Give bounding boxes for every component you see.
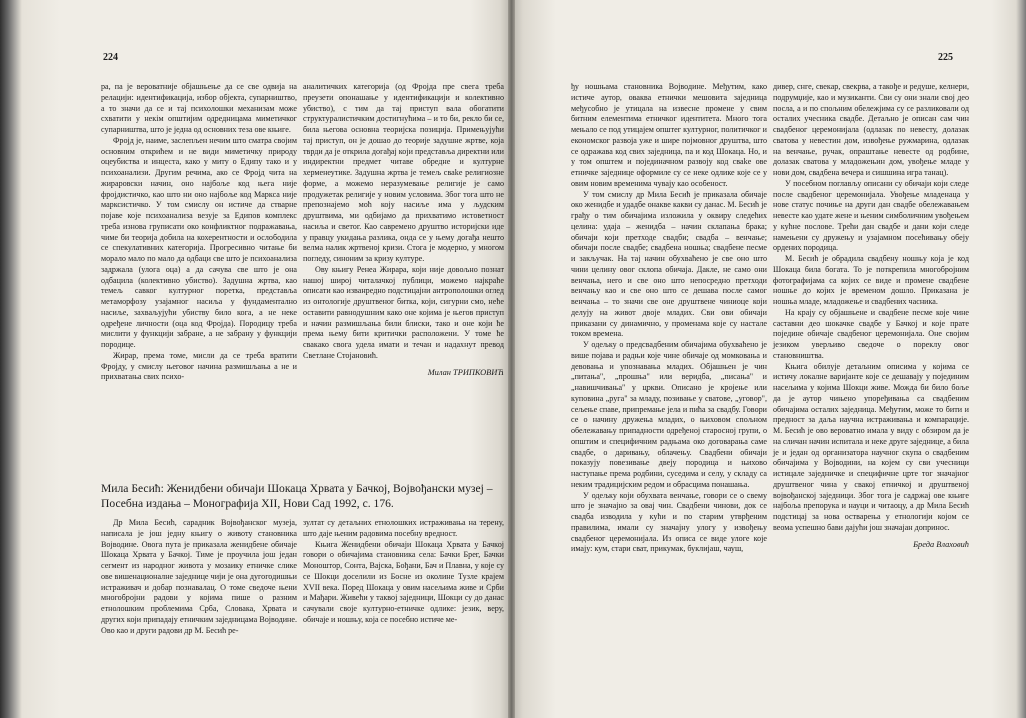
- right-page: [511, 0, 1026, 718]
- left-column-3: [101, 518, 297, 636]
- paragraph: ра, па је вероватније објашњење да се све одвија на релацији: идентификација, избор објекта, супарништво, а то значи да се и тај психолошки механизам може схватити у некім општијим одредницама миметичког супарништва, што је једна од основних теза ове књиге.: [101, 82, 297, 134]
- right-column-1: [571, 82, 767, 555]
- page-number: 225: [938, 52, 953, 63]
- paragraph: Др Мила Бесић, сарадник Војвођанског музеја, написала је још једну књигу о животу становника Војводине. Овога пута је приказала женидбене обичаје Шокаца Хрвата у Бачкој. Тиме је проучила још један сегмент из народног живота у мозаику етничке слике ове вишенационалне заједнице чији је она дугогодишњи истраживач и добар познавалац. О томе сведоче њени многобројни радови у којима пише о разним етнолошким проблемима Срба, Словака, Хрвата и других који припадају етничким заједницама Војводине. Ово као и други радови др М. Бесић ре-: [101, 518, 297, 635]
- paragraph: У том смислу др Мила Бесић је приказала обичаје око женидбе и удадбе онакве какви су данас. М. Бесић је грађу о тим обичајима изложила у оквиру следећих целина: удаја – женидба – начин склапања брака; обичаји који претходе свадби; свадба – венчање; обичаји после свадбе; свадбена ношња; свадбене песме и закључак. На тај начин обухваћено је све оно што чини целину овог склопа обичаја. Дакле, не само они венчања, него и све оно што непосредно претходи венчању као и све оно што се дешава после самог венчања – то значи све оне друштвене чиниоце који делују на живот двоје младих. Сви ови обичаји приказани су динамично, у променама које су настале током времена.: [571, 189, 767, 339]
- paragraph: У посебном поглављу описани су обичаји који следе после свадбеног церемонијала. Увођење младенаца у нове статус почиње на други дан свадбе обележавањем невесте као удате жене и њеним симболичним увођењем у кућне послове. Трећи дан свадбе и дани који следе намењени су дружењу и узајамном посећивању обеју ордених породица.: [773, 178, 969, 253]
- paragraph: ђу ношњама становника Војводине. Међутим, како истиче аутор, оваква етнички мешовита заједница међусобно је утицала на извесне промене у свим битним елементима етничког идентитета. Много тога мењало се под утицајем општег културног, политичког и економског развоја уже и шире појмовног друштва, што се одражава код свих заједница, па и код Шокаца. Но, и у том општем и појединачном развоју код свake ове етничке заједнице оформиле су се неке одлике које се у овим новим временима чувају као особеност.: [571, 82, 767, 188]
- paragraph: М. Бесић је обрадила свадбену ношњу која је код Шокаца била богата. То је поткрепила многобројним фотографијама са којих се виде и промене свадбене ношње до којих је временом дошло. Приказана је ношња младе, младожење и свадбених часника.: [773, 254, 969, 306]
- paragraph: Ову књигу Ренеа Жирара, који није довољно познат нашој широј читалачкој публици, можемо најкраће описати као изванредно подстицајни антрополошки оглед из онтологије друштвеног битка, који, сигурни смо, неће оставити равнодушним како оне којима је његов приступ и начин размишљања били блиски, тако и оне који ће према њему бити критички расположени. У томе ће свакако свога удела имати и течан и надахнут превод Светлане Стојановић.: [303, 264, 504, 360]
- paragraph: зултат су детаљних етнолошких истраживања на терену, што даје њеним радовима посебну вредност.: [303, 518, 504, 538]
- paragraph: аналитичких категорија (од Фројда пре свега треба преузети опонашање у идентификацији и колективно убиство), с тим да тај приступ вала обогатити структуралистичким достигнућима – и то би, рекло би се, била његова основна теоријска позиција. Примењујући тај приступ, он је дошао до теорије задушне жртве, која тврди да је открила догађај који представља директни или индиректни предмет читаве обредне и културне херменеутике. Задушна жртва је темељ свake религиозне форме, а можемо неразумевање религије је само продужетак религије у новим условима. Због тога што не препознајемо моћ коју насиље има у људским друштвима, ми одбијамо да прихватимо истоветност насиља и светог. Као савремено друштво историјски иде у правцу укидања разлика, онда се у њему догађа нешто велма налик жртвеној кризи. Стога је модерно, у многом погледу, синоним за кризу културе.: [303, 82, 504, 263]
- left-column-1: [101, 82, 297, 383]
- paragraph: Фројд је, наиме, заслепљен нечим што сматра својим основним открићем и не види миметичку природу оцеубиства и инцеста, како у миту о Едипу тако и у психоанализи. Другим речима, ако се Фројд чита на жираровски начин, оно најбоље код њега није фројдистичко, као што ни оно најбоље код Маркса није марксистичко. У том смислу он истиче да стварне појаве које психоанализа везује за Едипов комплекс треба изнова груписати око конфликтног подражавања, чиме би теорија добила на кохерентности и ослободила се спекулативних категорија. Прогресивно читање би морало мало по мало да одбаци све што је психоанализа задржала (улога оца) а да сачува све што је она одбацила (колективно убиство). Задушна жртва, као темељ савког културног поретка, представља метаморфозу узајамног насиља у фундаментално насиље, захваљујући убиству било кога, а не неке одређене личности (оца код Фројда). Породицу треба мислити у функцији забране, а не забрану у функцији породице.: [101, 135, 297, 349]
- paragraph: У одељку који обухвата венчање, говори се о свему што је значајно за овај чин. Свадбени чинови, док се свадба изводила у кући и по старим утврђеним правилима, имали су значајну улогу у извођењу свадбеног церемонијала. Из описа се виде улоге које имају: кум, стари сват, прикумак, буклијаш, чауш,: [571, 490, 767, 554]
- review-heading: Мила Бесић: Женидбени обичаји Шокаца Хрвата у Бачкој, Војвођански музеј – Посебна издања – Монографија XII, Нови Сад 1992, с. 176.: [101, 482, 493, 510]
- page-number: 224: [103, 52, 118, 63]
- left-page: [0, 0, 511, 718]
- paragraph: У одељку о предсвадбеним обичајима обухваћено је више појава и радњи које чине обичаје од момковања и девовања и упознавања младих. Објашњен је чин „питања", „прошња" или веридба, „писања" и „навишчивања" у цркви. Описано је кројење или куповина „руга" за младу, позивање у сватове, „уговор", сељење спаве, припремање јела и пића за свадбу. Говори се о начину дружења младих, о њиховом спољном обележавању припадности одређеној старосној групи, о општим и специфичним радњама око договарања саме свадбе, о даривању, облачењу. Свадбени обичаји показују повезивање двеју породица и њихово наступање према родбини, суседима и селу, у складу са неким традицијским редом и обрасцима понашања.: [571, 340, 767, 489]
- left-column-4: [303, 518, 504, 626]
- paragraph: Књига Женидбени обичаји Шокаца Хрвата у Бачкој говори о обичајима становника села: Бачки Брег, Бачки Моноштор, Сонта, Вајска, Бођани, Бач и Плавна, у које су се Шокци доселили из Босне из околине Тузле крајем XVII века. Поред Шокаца у овим насељима живе и Срби и Мађари. Живећи у таквој заједници, Шокци су до данас сачували своје културно-етничке одлике: језик, веру, обичаје и ношњу, која се посебно истиче ме-: [303, 539, 504, 624]
- paragraph: Жирар, према томе, мисли да се треба вратити Фројду, у смислу његовог начина размишљања а не и прихватања свих психо-: [101, 350, 297, 382]
- book-gutter: [508, 0, 515, 718]
- signature: Бреда Влаховић: [913, 539, 969, 549]
- paragraph: На крају су објашњене и свадбене песме које чине саставни део шокачке свадбе у Бачкој и које прате поједине обичаје свадбеног церемонијала. Оне својим језиком уверљиво сведоче о пореклу овог становништва.: [773, 307, 969, 360]
- paragraph: дивер, снге, свекар, свекрва, а такође и редуше, келнери, подрумџије, као и музиканти. Сви су они знали свој део посла, а и по спољним обележјима су се разликовали од осталих учесника свадбе. Детаљно је описан сам чин свадбеног церемонијала (одлазак по невесту, долазак сватова у невестин дом, извођење ружмарина, одлазак на венчање, ручак, опраштање невесте од родбине, долазак сватова у младожењин дом, увођење младе у нови дом, свадбена вечера и сишшина игра танац).: [773, 82, 969, 177]
- paragraph: Књига обилује детаљним описима у којима се истичу локалне варијанте које се дешавају у појединим насељима у којима Шокци живе. Можда би било боље да је аутор чињено упоређивања са свадбеним обичајима осталих заједница. Међутим, може то бити и предност за даља научна истраживања и компарације. М. Бесић је ово вероватно имала у виду с обзиром да је на сличан начин испитала и неке друге заједнице, а била је и један од организатора научног скупа о свадбеним обичајима у Војводини, на којем су сви учесници истицале заједничке и специфичне црте тог значајног друштвеног чина у свакој етничкој и друштвеној војвођанској заједници. Због тога је садржај ове књиге најбоља препорука и науци и читаоцу, а др Мила Бесић подстицај за нова остварења у етнологији којом се веома успешно бави дајући још значајан допринос.: [773, 361, 969, 532]
- right-column-2: [773, 82, 969, 550]
- signature: Милан ТРИПКОВИЋ: [427, 367, 504, 377]
- left-column-2: [303, 82, 504, 378]
